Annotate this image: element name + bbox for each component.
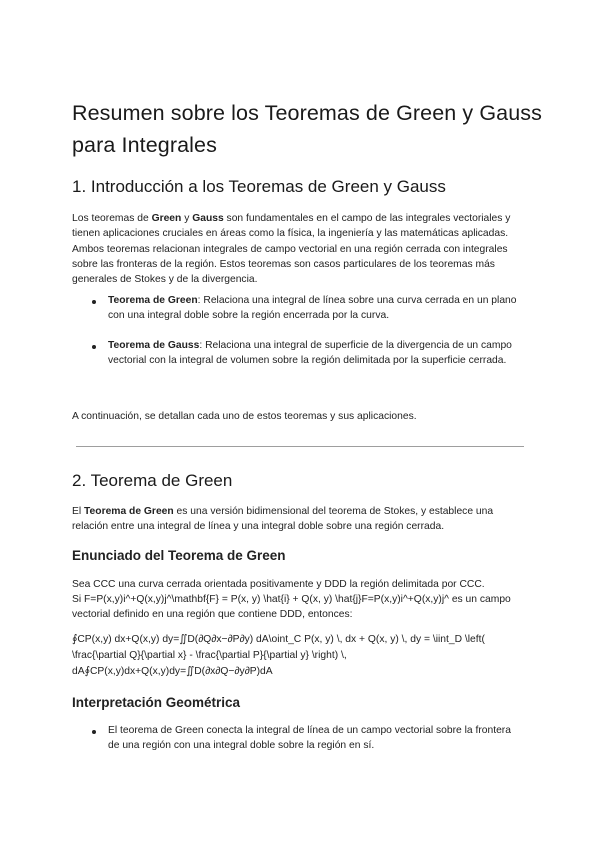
para-text: son fundamentales en el campo de las integrales vectoriales y tienen aplicaciones cruciales en áreas como la física, la ingeniería y las matemáticas aplicadas. Ambos teoremas relacionan integrales de campo vectorial en una región cerrada con integrales sobre las fronteras de la región. Estos teoremas son casos particulares de los teoremas más generales de Stokes y de la divergencia.: [72, 213, 511, 286]
statement-line-2: Si F=P(x,y)i^+Q(x,y)j^\mathbf{F} = P(x, y) \hat{i} + Q(x, y) \hat{j}F=P(x,y)i^+Q(x,y)j^ es un campo vectorial definido en una región que contiene DDD, entonces:: [72, 594, 511, 621]
para-text: Los teoremas de: [72, 213, 152, 224]
bullet-dot: [92, 345, 96, 349]
para-text: y: [181, 213, 193, 224]
bullet-bold: Teorema de Green: [108, 295, 198, 306]
para-bold-green: Green: [151, 213, 182, 224]
statement-heading: Enunciado del Teorema de Green: [72, 548, 286, 563]
horizontal-divider: [76, 446, 524, 447]
section-1-closing: A continuación, se detallan cada uno de estos teoremas y sus aplicaciones.: [72, 411, 417, 422]
bullet-text: : Relaciona una integral de superficie de la divergencia de un campo vectorial con la integral de volumen sobre la región delimitada por la superficie cerrada.: [108, 340, 512, 367]
bullet-gauss: [108, 338, 524, 369]
section-2-paragraph: [72, 504, 528, 535]
interpretation-heading: Interpretación Geométrica: [72, 695, 241, 710]
bullet-green: [108, 293, 524, 324]
section-1-heading: 1. Introducción a los Teoremas de Green y Gauss: [72, 177, 446, 196]
section-2-heading: 2. Teorema de Green: [72, 471, 233, 490]
para-text: El: [72, 506, 85, 517]
interpretation-bullet: El teorema de Green conecta la integral de línea de un campo vectorial sobre la frontera de una región con una integral doble sobre la región en sí.: [108, 725, 511, 752]
bullet-text: : Relaciona una integral de línea sobre una curva cerrada en un plano con una integral doble sobre la región encerrada por la curva.: [108, 295, 517, 322]
para-bold-green-theorem: Teorema de Green: [84, 506, 174, 517]
bullet-dot: [92, 300, 96, 304]
statement-line-1: Sea CCC una curva cerrada orientada positivamente y DDD la región delimitada por CCC.: [72, 579, 485, 590]
document-title: Resumen sobre los Teoremas de Green y Gauss para Integrales: [72, 101, 542, 157]
green-formula: ∮CP(x,y) dx+Q(x,y) dy=∬D(∂Q∂x−∂P∂y) dA\oint_C P(x, y) \, dx + Q(x, y) \, dy = \iint_D \left( \frac{\partial Q}{\partial x} - \frac{\partial P}{\partial y} \right) \, dA∮CP(x,y)dx+Q(x,y)dy=∬D(∂x∂Q−∂y∂P)dA: [72, 634, 485, 677]
section-1-paragraph: [72, 211, 524, 287]
bullet-dot: [92, 730, 96, 734]
para-text: es una versión bidimensional del teorema de Stokes, y establece una relación entre una integral de línea y una integral doble sobre una región cerrada.: [72, 506, 494, 533]
bullet-bold: Teorema de Gauss: [108, 340, 200, 351]
para-bold-gauss: Gauss: [192, 213, 224, 224]
